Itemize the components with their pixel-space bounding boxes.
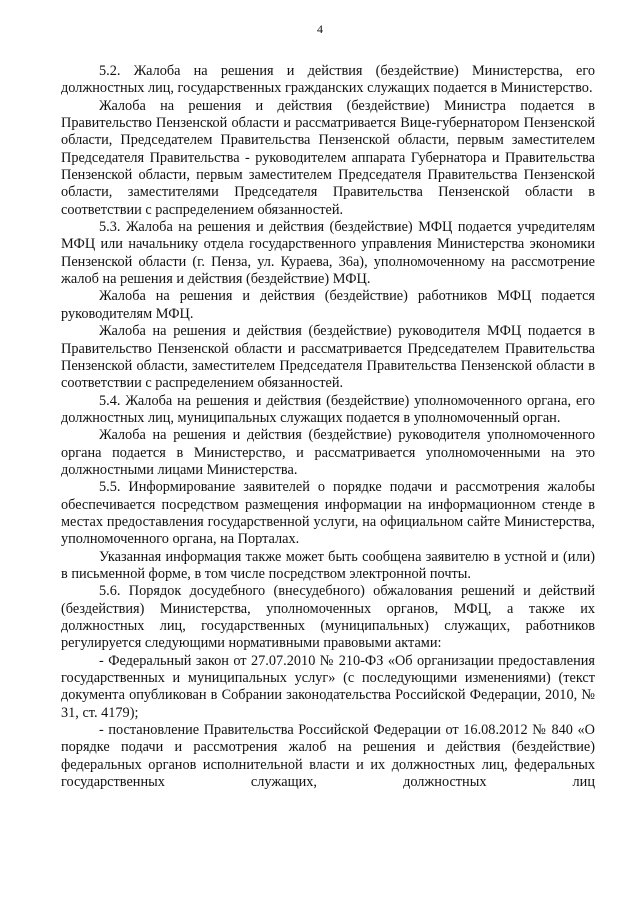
paragraph-authorized-body-head-complaint: Жалоба на решения и действия (бездействие) руководителя уполномоченного органа подается в Министерство, и рассматривается уполномоченными на это должностными лицами Министерства. — [61, 427, 595, 478]
paragraph-minister-complaint: Жалоба на решения и действия (бездействие) Министра подается в Правительство Пензенской области и рассматривается Вице-губернатором Пензенской области, Председателем Правительства Пензенской области, первым заместителем Председателя Правительства - руководителем аппарата Губернатора и Правительства Пензенской области, первым заместителем Председателя Правительства Пензенской области, заместителями Председателя Правительства Пензенской области в соответствии с распределением обязанностей. — [61, 97, 595, 218]
document-body — [61, 63, 595, 791]
list-item-government-decree: - постановление Правительства Российской Федерации от 16.08.2012 № 840 «О порядке подачи и рассмотрения жалоб на решения и действия (бездействие) федеральных органов исполнительной власти и их должностных лиц, федеральных государственных служащих, должностных лиц — [61, 722, 595, 791]
page-number: 4 — [317, 22, 323, 36]
paragraph-information-channels: Указанная информация также может быть сообщена заявителю в устной и (или) в письменной форме, в том числе посредством электронной почты. — [61, 548, 595, 582]
list-item-federal-law: - Федеральный закон от 27.07.2010 № 210-ФЗ «Об организации предоставления государственных и муниципальных услуг» (с последующими изменениями) (текст документа опубликован в Собрании законодательства Российской Федерации, 2010, № 31, ст. 4179); — [61, 652, 595, 721]
paragraph-mfc-workers-complaint: Жалоба на решения и действия (бездействие) работников МФЦ подается руководителям МФЦ. — [61, 288, 595, 322]
paragraph-5-6: 5.6. Порядок досудебного (внесудебного) обжалования решений и действий (бездействия) Министерства, уполномоченных органов, МФЦ, а также их должностных лиц, государственных (муниципальных) служащих, работников регулируется следующими нормативными правовыми актами: — [61, 583, 595, 652]
paragraph-mfc-head-complaint: Жалоба на решения и действия (бездействие) руководителя МФЦ подается в Правительство Пензенской области и рассматривается Председателем Правительства Пензенской области, заместителем Председателя Правительства Пензенской области в соответствии с распределением обязанностей. — [61, 323, 595, 392]
paragraph-5-5: 5.5. Информирование заявителей о порядке подачи и рассмотрения жалобы обеспечивается посредством размещения информации на информационном стенде в местах предоставления государственной услуги, на официальном сайте Министерства, уполномоченного органа, на Порталах. — [61, 479, 595, 548]
paragraph-5-2: 5.2. Жалоба на решения и действия (бездействие) Министерства, его должностных лиц, государственных гражданских служащих подается в Министерство. — [61, 63, 595, 97]
paragraph-5-3: 5.3. Жалоба на решения и действия (бездействие) МФЦ подается учредителям МФЦ или начальнику отдела государственного управления Министерства экономики Пензенской области (г. Пенза, ул. Кураева, 36а), уполномоченному на рассмотрение жалоб на решения и действия (бездействие) МФЦ. — [61, 219, 595, 288]
paragraph-5-4: 5.4. Жалоба на решения и действия (бездействие) уполномоченного органа, его должностных лиц, муниципальных служащих подается в уполномоченный орган. — [61, 392, 595, 426]
